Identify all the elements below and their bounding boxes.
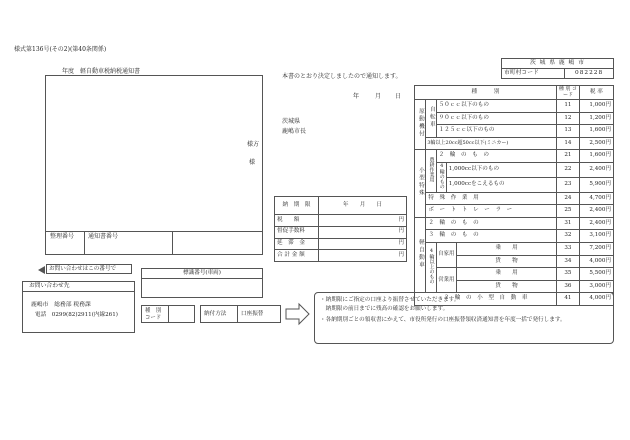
deadline-value: 年 月 日 bbox=[319, 197, 407, 215]
tsuchisho-label: 通知書番号 bbox=[88, 233, 119, 240]
deadline-label: 納 期 限 bbox=[275, 197, 319, 215]
total-label: 合 計 金 額 bbox=[275, 250, 319, 262]
issuer-prefecture: 茨城県 bbox=[282, 118, 301, 125]
rate-row-code: 35 bbox=[557, 268, 580, 281]
rate-row-code: 23 bbox=[557, 177, 580, 192]
group-rin4: 4輪のもの bbox=[438, 162, 445, 189]
rate-row-code: 11 bbox=[557, 100, 580, 113]
rate-row-rate: 3,000円 bbox=[579, 280, 613, 293]
rate-row-kind: ５０ｃｃ以下のもの bbox=[436, 100, 557, 113]
rate-row-kind: 乗 用 bbox=[457, 242, 557, 255]
rate-row-rate: 5,500円 bbox=[579, 268, 613, 281]
group-nousaku: 農耕作業用 bbox=[428, 157, 435, 183]
rate-row-code: 13 bbox=[557, 125, 580, 138]
date-month: 月 bbox=[375, 93, 382, 100]
address-box bbox=[45, 75, 263, 255]
muni-name: 茨 城 県 鹿 嶋 市 bbox=[502, 59, 614, 69]
tax-amount-label: 税 額 bbox=[275, 215, 319, 227]
rate-row-code: 21 bbox=[557, 150, 580, 163]
rate-row-code: 41 bbox=[557, 293, 580, 306]
inquiry-title: お問い合わせ先 bbox=[29, 283, 70, 289]
payment-table bbox=[274, 196, 407, 262]
rate-row-kind: 乗 用 bbox=[457, 268, 557, 281]
inquiry-phone: 電話 0299(82)2911(内線261) bbox=[35, 312, 118, 318]
tax-amount-unit: 円 bbox=[319, 215, 407, 227]
rate-row-rate: 4,000円 bbox=[579, 293, 613, 306]
rate-row-rate: 2,400円 bbox=[579, 205, 613, 218]
pay-method-box bbox=[200, 305, 281, 323]
main-text: 本書のとおり決定しましたので通知します。 bbox=[282, 73, 402, 80]
rate-row-kind: １２５ｃｃ以下のもの bbox=[436, 125, 557, 138]
group-gentsuki: 原動機付 bbox=[417, 108, 424, 139]
rate-row-rate: 2,400円 bbox=[579, 162, 613, 177]
rate-row-kind: ボ ー ト ト レ ー ラ ー bbox=[426, 205, 557, 218]
rate-row-code: 25 bbox=[557, 205, 580, 218]
rate-row-code: 24 bbox=[557, 192, 580, 205]
rate-row-rate: 2,500円 bbox=[579, 137, 613, 150]
rate-row-kind: ９０ｃｃ以下のもの bbox=[436, 112, 557, 125]
reminder-fee-unit: 円 bbox=[319, 226, 407, 238]
reminder-fee-label: 督促手数料 bbox=[275, 226, 319, 238]
header-kind: 種 別 bbox=[415, 86, 557, 100]
note-line-1: ・納期限にご指定の口座より振替させていただきます。 bbox=[320, 297, 460, 303]
rate-row-code: 32 bbox=[557, 230, 580, 243]
arrow-left-icon bbox=[38, 266, 45, 274]
rate-row-rate: 3,100円 bbox=[579, 230, 613, 243]
group-jikayo: 自家用 bbox=[436, 242, 456, 267]
note-line-2: 納期限の前日までに残高の確認をお願いします。 bbox=[320, 306, 449, 312]
vehicle-label-box bbox=[141, 268, 263, 298]
group-yonrin: 4輪以上のもの bbox=[428, 248, 435, 285]
municipality-box bbox=[501, 58, 614, 79]
rate-row-code: 36 bbox=[557, 280, 580, 293]
rate-row-code: 34 bbox=[557, 255, 580, 268]
rate-row-code: 33 bbox=[557, 242, 580, 255]
group-eigyoyo: 営業用 bbox=[436, 268, 456, 293]
header-code: 種 別 コード bbox=[557, 86, 580, 100]
inquiry-note-box bbox=[46, 264, 132, 274]
rate-row-kind: ２ 輪 の も の bbox=[426, 217, 557, 230]
muni-code: 082228 bbox=[565, 69, 614, 79]
vehicle-label: 標識番号(車両) bbox=[183, 270, 221, 276]
rate-row-kind: 貨 物 bbox=[457, 280, 557, 293]
rate-row-rate: 1,600円 bbox=[579, 150, 613, 163]
rate-row-kind: 1,000ccをこえるもの bbox=[446, 177, 556, 192]
late-fee-label: 延 滞 金 bbox=[275, 238, 319, 250]
note-line-3: ・各納期別ごとの領収書にかえて、市役所発行の口座振替領収済通知書を年度一括で発行します。 bbox=[320, 317, 566, 323]
inquiry-note: お問い合わせはこの番号で bbox=[49, 266, 117, 272]
rate-row-kind: ２ 輪 の 小 型 自 動 車 bbox=[415, 293, 557, 306]
muni-code-label: 市町村コード bbox=[502, 69, 565, 79]
pay-method-value: 口座振替 bbox=[241, 311, 264, 317]
inquiry-contact-box bbox=[22, 281, 135, 333]
rate-row-kind: 3輪以上20cc超50cc以下(ミニカー) bbox=[426, 137, 557, 150]
notice-title: 年度 軽自動車税納税通知書 bbox=[62, 68, 141, 75]
group-jitensha: 自転車 bbox=[428, 105, 435, 129]
rate-row-kind: 特 殊 作 業 用 bbox=[426, 192, 557, 205]
rate-row-rate: 1,600円 bbox=[579, 125, 613, 138]
rate-row-kind: ２ 輪 の も の bbox=[436, 150, 557, 163]
rate-row-code: 12 bbox=[557, 112, 580, 125]
header-rate: 税 率 bbox=[579, 86, 613, 100]
rate-row-rate: 1,000円 bbox=[579, 100, 613, 113]
total-unit: 円 bbox=[319, 250, 407, 262]
rate-row-rate: 4,000円 bbox=[579, 255, 613, 268]
rate-row-rate: 4,700円 bbox=[579, 192, 613, 205]
seiri-label: 整理番号 bbox=[50, 233, 75, 240]
issuer-mayor: 鹿嶋市長 bbox=[282, 128, 307, 135]
rate-row-rate: 2,400円 bbox=[579, 217, 613, 230]
rate-table bbox=[414, 85, 614, 306]
code-box bbox=[141, 305, 195, 323]
rate-row-kind: 貨 物 bbox=[457, 255, 557, 268]
late-fee-unit: 円 bbox=[319, 238, 407, 250]
group-kogata: 小型特殊 bbox=[417, 167, 424, 198]
rate-row-rate: 5,900円 bbox=[579, 177, 613, 192]
rate-row-rate: 7,200円 bbox=[579, 242, 613, 255]
form-label: 様式第136号(その2)(第40条関係) bbox=[14, 46, 107, 53]
honorific: 様 bbox=[249, 159, 256, 166]
pay-method-label: 納付方法 bbox=[204, 311, 227, 317]
code-box-label: 種 別 コード bbox=[145, 308, 162, 321]
rate-row-code: 22 bbox=[557, 162, 580, 177]
rate-row-kind: 1,000cc以下のもの bbox=[446, 162, 556, 177]
address-suffix: 様方 bbox=[247, 141, 260, 148]
group-keijidosha: 軽自動車 bbox=[417, 238, 424, 269]
arrow-right-icon bbox=[285, 302, 311, 326]
rate-row-code: 14 bbox=[557, 137, 580, 150]
rate-row-code: 31 bbox=[557, 217, 580, 230]
rate-row-kind: ３ 輪 の も の bbox=[426, 230, 557, 243]
rate-row-rate: 1,200円 bbox=[579, 112, 613, 125]
date-year: 年 bbox=[353, 93, 360, 100]
inquiry-line1: 鹿嶋市 総務部 税務課 bbox=[31, 302, 91, 308]
date-day: 日 bbox=[395, 93, 402, 100]
